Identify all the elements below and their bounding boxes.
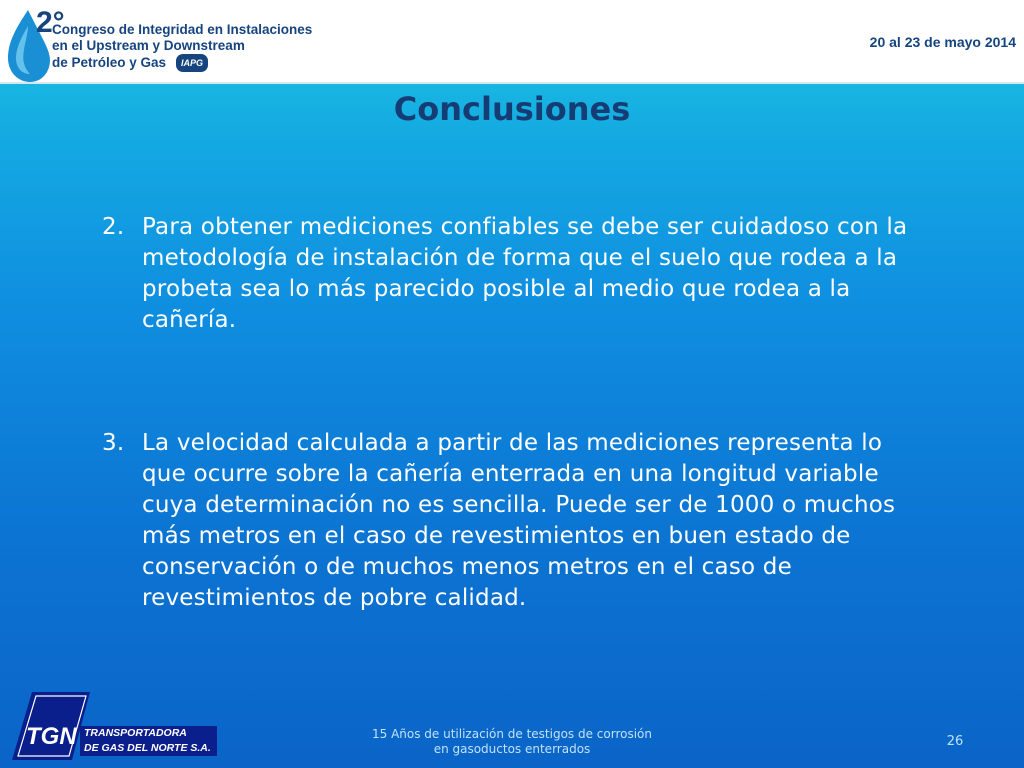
iapg-badge: IAPG <box>176 54 208 72</box>
footer-caption-line-2: en gasoductos enterrados <box>433 742 591 756</box>
list-item-number: 2. <box>102 214 125 240</box>
congress-title-line-3 <box>52 54 312 72</box>
congress-title-line-2: en el Upstream y Downstream <box>52 38 245 53</box>
page-number: 26 <box>946 734 964 749</box>
list-item-text: La velocidad calculada a partir de las mediciones representa lo que ocurre sobre la cañería enterrada en una longitud variable cuya determinación no es sencilla. Puede ser de 1000 o muchos más metros en el caso de revestimientos en buen estado de conservación o de muchos menos metros en el caso de revestimientos de pobre calidad. <box>142 430 896 611</box>
company-name-line-2: DE GAS DEL NORTE S.A. <box>84 742 211 754</box>
conclusions-list <box>102 212 932 614</box>
tgn-logo-text: TGN <box>26 723 77 750</box>
event-date: 20 al 23 de mayo 2014 <box>869 34 1016 50</box>
footer-caption-line-1: 15 Años de utilización de testigos de corrosión <box>371 727 653 741</box>
slide-header <box>0 0 1024 84</box>
company-name <box>80 726 217 756</box>
list-item-text: Para obtener mediciones confiables se debe ser cuidadoso con la metodología de instalación de forma que el suelo que rodea a la probeta sea lo más parecido posible al medio que rodea a la cañería. <box>142 214 908 333</box>
congress-title <box>52 22 312 72</box>
slide-title: Conclusiones <box>393 90 631 128</box>
congress-title-line-3-text: de Petróleo y Gas <box>52 55 167 70</box>
list-item-number: 3. <box>102 430 125 456</box>
list-item <box>102 428 932 614</box>
footer-caption <box>312 727 712 757</box>
company-name-line-1: TRANSPORTADORA <box>84 727 187 739</box>
list-item <box>102 212 932 336</box>
congress-title-line-1: Congreso de Integridad en Instalaciones <box>52 22 313 37</box>
logo-number: 2° <box>36 6 65 39</box>
